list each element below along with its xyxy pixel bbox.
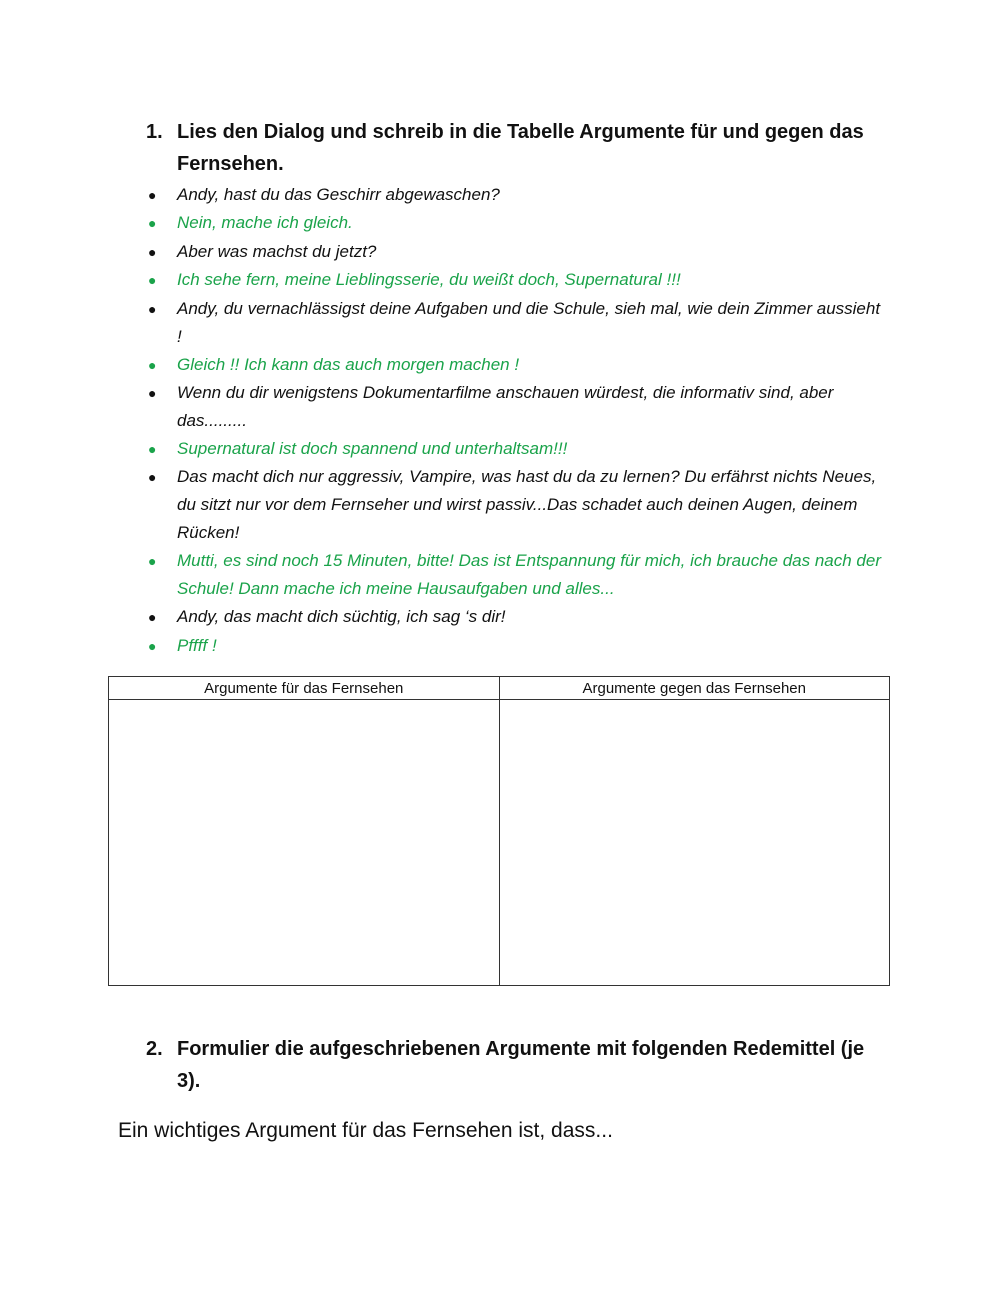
bullet-icon: ● (148, 609, 157, 626)
dialog-line-text: Andy, das macht dich süchtig, ich sag ‘s dir! (177, 607, 506, 627)
dialog-line (146, 295, 886, 351)
task-2-text: Formulier die aufgeschriebenen Argumente mit folgenden Redemittel (je 3). (177, 1038, 865, 1092)
arguments-table (108, 676, 890, 986)
bullet-icon: ● (148, 384, 157, 401)
bullet-icon: ● (148, 187, 157, 203)
redemittel-line: Ein wichtiges Argument für das Fernsehen ist, dass... (118, 1119, 613, 1142)
task-2-number: 2. (146, 1038, 163, 1060)
dialog-line-text: Pffff ! (177, 635, 217, 655)
table-header-row (109, 677, 890, 700)
bullet-icon: ● (148, 553, 157, 570)
bullet-icon: ● (148, 440, 157, 457)
task-1-heading (146, 116, 886, 180)
task-1-text: Lies den Dialog und schreib in die Tabelle Argumente für und gegen das Fernsehen. (177, 121, 864, 175)
dialog-line (146, 351, 886, 379)
bullet-icon: ● (148, 272, 157, 289)
dialog-list (146, 181, 886, 660)
dialog-line-text: Aber was machst du jetzt? (177, 241, 377, 261)
dialog-line-text: Wenn du dir wenigstens Dokumentarfilme anschauen würdest, die informativ sind, aber das......... (177, 382, 834, 430)
dialog-line (146, 463, 886, 547)
bullet-icon: ● (148, 300, 157, 317)
dialog-line (146, 547, 886, 603)
dialog-line-text: Nein, mache ich gleich. (177, 213, 353, 233)
bullet-icon: ● (148, 469, 157, 486)
dialog-line (146, 209, 886, 237)
dialog-line-text: Andy, hast du das Geschirr abgewaschen? (177, 185, 500, 204)
bullet-icon: ● (148, 637, 157, 654)
dialog-line-text: Ich sehe fern, meine Lieblingsserie, du weißt doch, Supernatural !!! (177, 270, 681, 290)
dialog-line (146, 379, 886, 435)
dialog-line (146, 266, 886, 294)
dialog-line (146, 603, 886, 631)
dialog-line (146, 238, 886, 266)
dialog-line-text: Andy, du vernachlässigst deine Aufgaben und die Schule, sieh mal, wie dein Zimmer aussieht ! (177, 298, 881, 346)
dialog-line-text: Mutti, es sind noch 15 Minuten, bitte! Das ist Entspannung für mich, ich brauche das nach der Schule! Dann mache ich meine Hausaufgaben und alles... (177, 551, 881, 599)
pro-arguments-cell[interactable] (109, 700, 500, 986)
contra-arguments-cell[interactable] (499, 700, 890, 986)
bullet-icon: ● (148, 215, 157, 232)
bullet-icon: ● (148, 243, 157, 260)
dialog-line-text: Gleich !! Ich kann das auch morgen machen ! (177, 354, 520, 374)
column-header-pro: Argumente für das Fernsehen (109, 677, 500, 700)
dialog-line (146, 181, 886, 209)
dialog-line-text: Supernatural ist doch spannend und unterhaltsam!!! (177, 438, 568, 458)
bullet-icon: ● (148, 356, 157, 373)
task-2-heading (146, 1033, 886, 1097)
dialog-line (146, 435, 886, 463)
dialog-line-text: Das macht dich nur aggressiv, Vampire, was hast du da zu lernen? Du erfährst nichts Neues, du sitzt nur vor dem Fernseher und wirst passiv...Das schadet auch deinen Augen, deinem Rücken! (177, 467, 877, 543)
column-header-contra: Argumente gegen das Fernsehen (499, 677, 890, 700)
table-row (109, 700, 890, 986)
task-1-number: 1. (146, 121, 163, 143)
dialog-line (146, 632, 886, 660)
